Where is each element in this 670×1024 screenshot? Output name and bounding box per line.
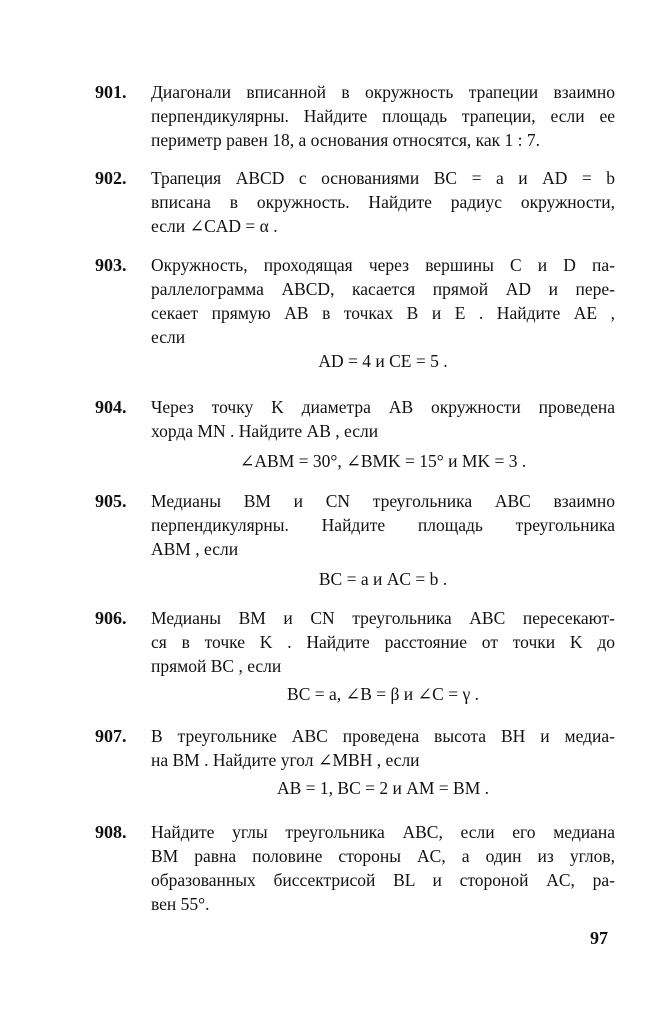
problem-text-line: В треугольнике ABC проведена высота BH и медиа- [151,726,615,746]
problem-text-line: Трапеция ABCD с основаниями BC = a и AD = b [151,168,615,188]
page-number: 97 [590,928,608,948]
problem-text-line: Через точку K диаметра AB окружности проведена [151,397,615,417]
problem-text-line: BM равна половине стороны AC, а один из углов, [151,846,615,866]
problem-text-line: Окружность, проходящая через вершины C и D па- [151,255,615,275]
problem-number: 907. [95,726,127,746]
problem-number: 905. [95,491,127,511]
problem-text-line: секает прямую AB в точках B и E . Найдите AE , [151,303,615,323]
problem-formula: BC = a, ∠B = β и ∠C = γ . [287,684,479,704]
problem-number: 904. [95,397,127,417]
problem-text-line: ABM , если [151,539,239,559]
problem-text-line: Медианы BM и CN треугольника ABC взаимно [151,491,615,511]
problem-text-line: если ∠CAD = α . [151,216,278,236]
problem-formula: AD = 4 и CE = 5 . [318,351,448,371]
problem-text-line: вписана в окружность. Найдите радиус окружности, [151,192,615,212]
problem-text-line: ся в точке K . Найдите расстояние от точки K до [151,632,615,652]
problem-formula: AB = 1, BC = 2 и AM = BM . [276,778,490,798]
problem-text-line: раллелограмма ABCD, касается прямой AD и пере- [151,279,615,299]
problem-text-line: образованных биссектрисой BL и стороной AC, ра- [151,870,615,890]
problem-text-line: Найдите углы треугольника ABC, если его медиана [151,822,615,842]
problem-text-line: хорда MN . Найдите AB , если [151,421,379,441]
problem-text-line: на BM . Найдите угол ∠MBH , если [151,750,420,770]
problem-number: 902. [95,168,127,188]
problem-text-line: прямой BC , если [151,656,282,676]
problem-formula: BC = a и AC = b . [318,569,448,589]
problem-number: 906. [95,608,127,628]
problem-formula: ∠ABM = 30°, ∠BMK = 15° и MK = 3 . [239,451,527,471]
problem-text-line: перпендикулярны. Найдите площадь треугольника [151,515,615,535]
problem-number: 901. [95,82,127,102]
problem-number: 908. [95,822,127,842]
problem-number: 903. [95,255,127,275]
problem-text-line: Диагонали вписанной в окружность трапеции взаимно [151,82,615,102]
problem-text-line: Медианы BM и CN треугольника ABC пересекают- [151,608,615,628]
problem-text-line: вен 55°. [151,894,210,914]
problem-text-line: перпендикулярны. Найдите площадь трапеции, если ее [151,106,615,126]
problem-text-line: если [151,327,186,347]
problem-text-line: периметр равен 18, а основания относятся, как 1 : 7. [151,130,541,150]
